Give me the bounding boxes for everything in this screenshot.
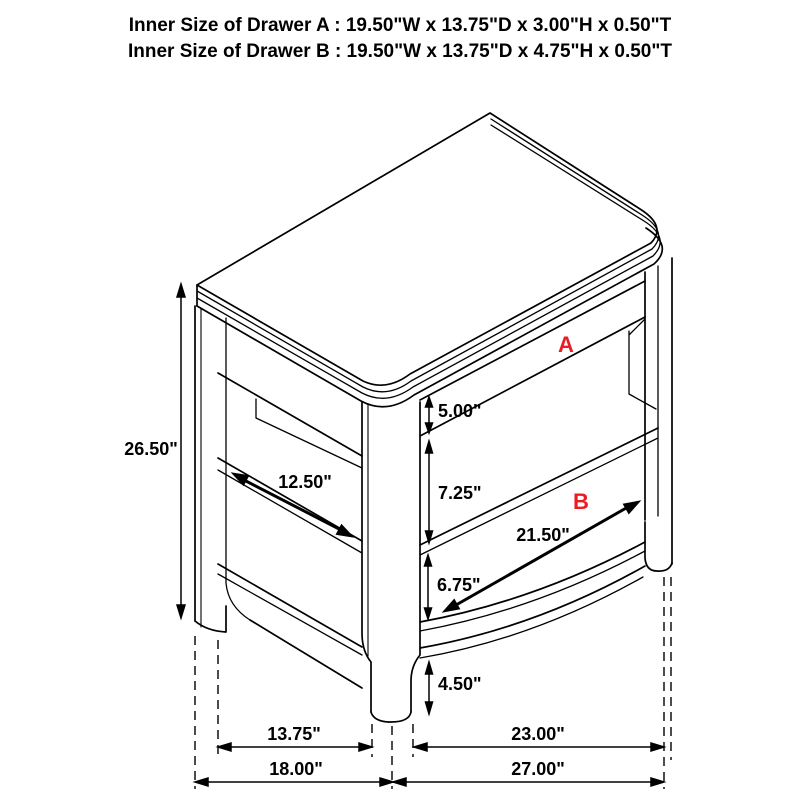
side-bottom-rail-top-edge — [218, 564, 362, 647]
arrowhead — [651, 743, 664, 751]
drawer-a-top-edge — [420, 281, 645, 400]
drawer-b-label: B — [573, 489, 589, 514]
arrowhead — [426, 662, 433, 674]
tabletop-top-surface — [197, 113, 657, 385]
arrowhead — [425, 608, 432, 619]
dim-label-drawer-b-height: 6.75" — [437, 575, 481, 595]
arrowhead — [359, 743, 372, 751]
arrowhead — [177, 605, 185, 618]
drawer-a-label: A — [558, 332, 574, 357]
dim-label-overall-height: 26.50" — [124, 439, 178, 459]
dim-label-side-leg-spacing: 13.75" — [267, 724, 321, 744]
dim-label-overall-depth: 18.00" — [269, 759, 323, 779]
arrowhead — [177, 284, 185, 297]
dim-label-front-leg-spacing: 23.00" — [511, 724, 565, 744]
dim-label-drawer-a-height: 5.00" — [438, 401, 482, 421]
front-opening-interior-edge — [629, 319, 656, 409]
extension-lines — [195, 577, 671, 789]
dim-label-shelf-opening-height: 7.25" — [438, 483, 482, 503]
title-line-2: Inner Size of Drawer B : 19.50"W x 13.75"D x 4.75"H x 0.50"T — [128, 41, 672, 62]
front-left-post-right-edge — [411, 402, 420, 712]
arrowhead — [425, 555, 432, 566]
arrowhead — [426, 397, 433, 407]
side-top-rail-bottom-edge — [218, 373, 362, 456]
tabletop-bottom-edge — [197, 228, 662, 407]
arrowhead — [414, 743, 427, 751]
dim-label-front-opening-width: 21.50" — [516, 525, 570, 545]
arrowhead — [426, 441, 433, 453]
nightstand-outline — [195, 113, 672, 722]
arrowhead — [426, 702, 433, 714]
tabletop-edge-line-1 — [197, 119, 659, 392]
title-line-1: Inner Size of Drawer A : 19.50"W x 13.75"D x 3.00"H x 0.50"T — [128, 15, 672, 36]
arrowhead — [426, 423, 433, 433]
dim-label-shelf-depth: 12.50" — [278, 472, 332, 492]
arrowhead — [195, 778, 208, 786]
arrowhead — [218, 743, 231, 751]
rear-left-leg-bottom — [195, 606, 226, 632]
arrowhead — [651, 778, 664, 786]
front-left-leg-bottom — [371, 712, 411, 722]
tabletop-edge-line-2 — [197, 125, 660, 398]
arrowhead — [623, 501, 640, 514]
front-right-leg — [645, 522, 672, 571]
side-bottom-rail-line — [218, 574, 362, 655]
dim-line-front-opening — [456, 507, 628, 605]
side-opening-interior-edge — [256, 399, 362, 468]
arrowhead — [443, 599, 460, 612]
dim-label-overall-width: 27.00" — [511, 759, 565, 779]
arrowhead — [393, 778, 406, 786]
dim-label-leg-height: 4.50" — [438, 674, 482, 694]
arrowhead — [336, 525, 353, 537]
side-bottom-rail-bottom-edge — [250, 620, 362, 688]
front-left-post-left-edge — [362, 402, 371, 712]
